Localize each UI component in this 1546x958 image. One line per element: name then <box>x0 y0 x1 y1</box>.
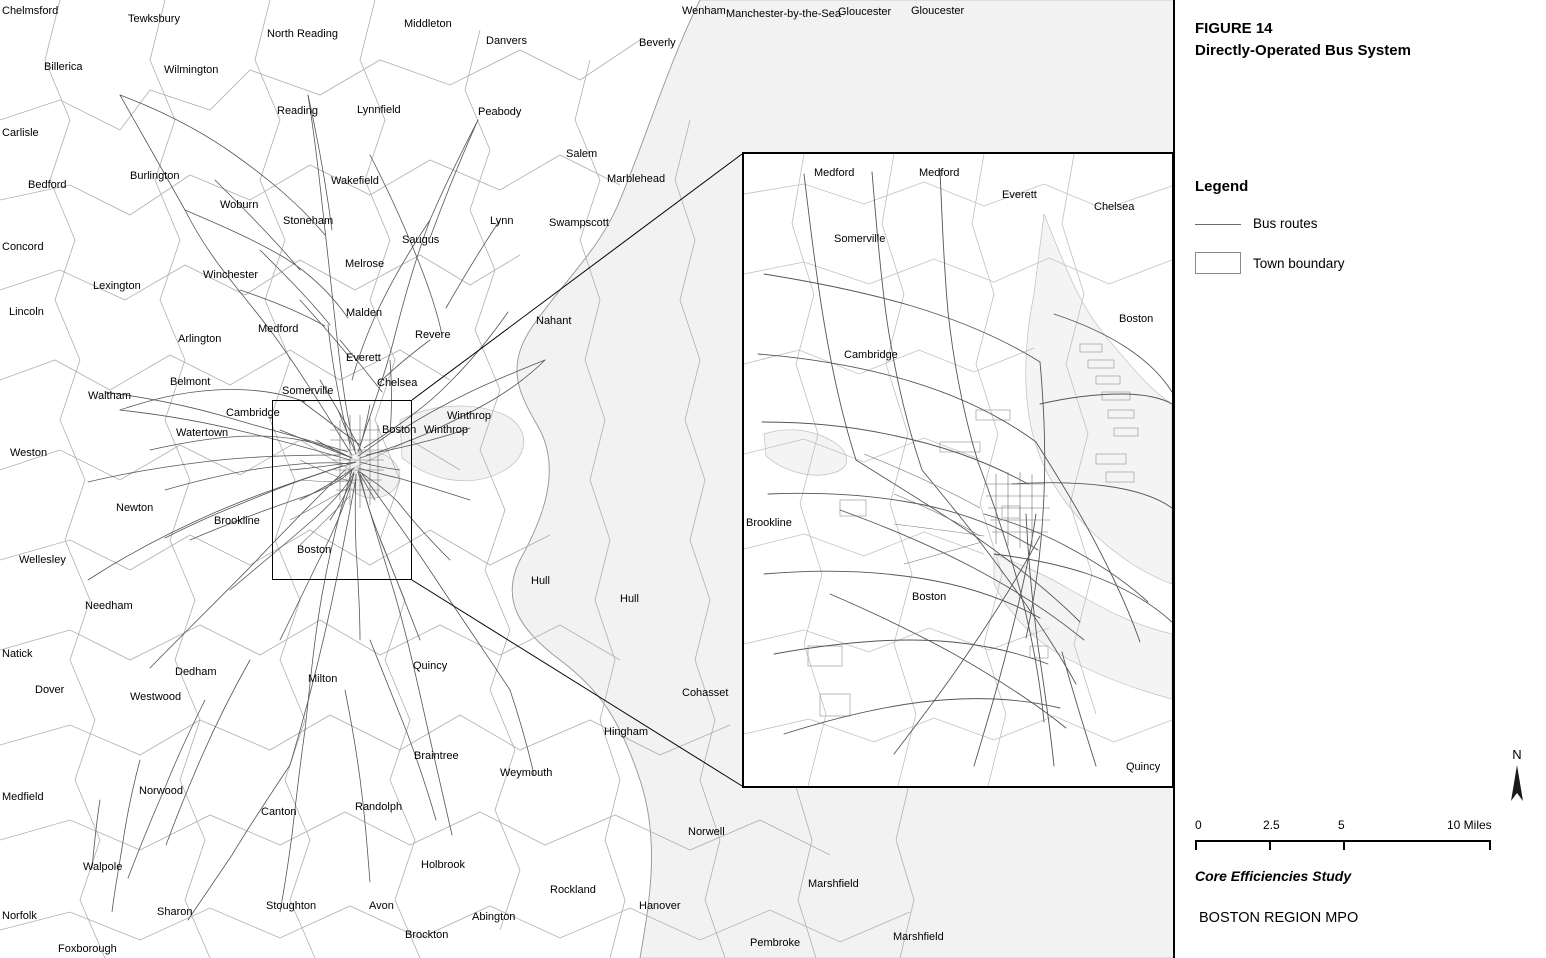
inset-town-label: Brookline <box>746 517 792 529</box>
scale-tick-label: 10 Miles <box>1447 818 1492 832</box>
inset-town-label: Cambridge <box>844 349 898 361</box>
north-arrow-icon <box>1506 763 1528 803</box>
town-label: Medfield <box>2 791 44 803</box>
north-arrow-label: N <box>1512 747 1522 762</box>
scale-tick-label: 0 <box>1195 818 1202 832</box>
study-name: Core Efficiencies Study <box>1195 868 1352 884</box>
town-label: Milton <box>308 673 338 685</box>
town-label: North Reading <box>267 28 338 40</box>
town-label: Reading <box>277 105 318 117</box>
town-label: Marblehead <box>607 173 666 185</box>
town-label: Randolph <box>355 801 403 813</box>
town-label: Boston <box>297 544 332 556</box>
town-label: Hingham <box>604 726 649 738</box>
town-label: Quincy <box>413 660 448 672</box>
town-label: Danvers <box>486 35 527 47</box>
town-label: Natick <box>2 648 33 660</box>
figure-name: Directly-Operated Bus System <box>1195 41 1411 59</box>
inset-map-panel <box>742 152 1174 788</box>
town-label: Newton <box>116 502 154 514</box>
town-label: Foxborough <box>58 943 117 955</box>
town-label: Everett <box>346 352 381 364</box>
town-label: Wenham <box>682 5 726 17</box>
town-label: Dover <box>35 684 65 696</box>
town-label: Peabody <box>478 106 522 118</box>
town-label: Marshfield <box>808 878 859 890</box>
town-label: Belmont <box>170 376 211 388</box>
town-label: Saugus <box>402 234 440 246</box>
town-label: Revere <box>415 329 451 341</box>
figure-number: FIGURE 14 <box>1195 20 1273 37</box>
town-label: Lynn <box>490 215 514 227</box>
town-label: Hull <box>531 575 550 587</box>
town-label: Wakefield <box>331 175 379 187</box>
town-label: Weston <box>10 447 48 459</box>
town-label: Wellesley <box>19 554 66 566</box>
town-label: Rockland <box>550 884 596 896</box>
town-label: Burlington <box>130 170 180 182</box>
town-label: Beverly <box>639 37 676 49</box>
inset-town-label: Medford <box>814 167 855 179</box>
town-label: Brookline <box>214 515 260 527</box>
town-label: Middleton <box>404 18 452 30</box>
town-label: Medford <box>258 323 299 335</box>
town-label: Winthrop <box>447 410 492 422</box>
town-label: Weymouth <box>500 767 553 779</box>
inset-town-label: Somerville <box>834 233 886 245</box>
town-label: Salem <box>566 148 598 160</box>
town-label: Lynnfield <box>357 104 401 116</box>
town-label: Nahant <box>536 315 572 327</box>
town-label: Canton <box>261 806 297 818</box>
town-label: Norwell <box>688 826 725 838</box>
town-label: Westwood <box>130 691 182 703</box>
town-label: Billerica <box>44 61 83 73</box>
scale-tick-label: 5 <box>1338 818 1345 832</box>
town-label: Boston <box>382 424 417 436</box>
town-label: Woburn <box>220 199 259 211</box>
figure-title-block <box>1195 18 1411 62</box>
inset-town-label: Medford <box>919 167 960 179</box>
legend-heading: Legend <box>1195 178 1249 195</box>
town-label: Lexington <box>93 280 141 292</box>
town-label: Manchester-by-the-Sea <box>726 8 841 20</box>
scale-tick-label: 2.5 <box>1263 818 1280 832</box>
town-label: Needham <box>85 600 133 612</box>
town-label: Pembroke <box>750 937 801 949</box>
inset-map-graphic <box>744 154 1172 786</box>
north-arrow <box>1487 748 1546 803</box>
town-label: Watertown <box>176 427 229 439</box>
town-label: Marshfield <box>893 931 944 943</box>
town-label: Cambridge <box>226 407 280 419</box>
town-label: Chelmsford <box>2 5 59 17</box>
town-label: Sharon <box>157 906 193 918</box>
town-label: Waltham <box>88 390 131 402</box>
town-label: Concord <box>2 241 44 253</box>
legend-panel <box>1177 0 1546 958</box>
town-label: Dedham <box>175 666 217 678</box>
town-label: Cohasset <box>682 687 729 699</box>
inset-town-label: Quincy <box>1126 761 1161 773</box>
town-label: Hull <box>620 593 639 605</box>
legend-item-label: Town boundary <box>1253 255 1345 271</box>
inset-town-label: Everett <box>1002 189 1037 201</box>
town-label: Stoneham <box>283 215 334 227</box>
town-label: Holbrook <box>421 859 466 871</box>
bus-route-line-icon <box>1195 217 1241 231</box>
town-label: Norwood <box>139 785 184 797</box>
town-label: Gloucester <box>838 6 892 18</box>
town-label: Winthrop <box>424 424 469 436</box>
town-label: Stoughton <box>266 900 317 912</box>
town-boundary-polygon-icon <box>1195 252 1241 274</box>
inset-town-label: Chelsea <box>1094 201 1135 213</box>
inset-town-label: Boston <box>912 591 947 603</box>
town-label: Carlisle <box>2 127 39 139</box>
organization-name: BOSTON REGION MPO <box>1199 910 1359 926</box>
town-label: Braintree <box>414 750 459 762</box>
town-label: Walpole <box>83 861 123 873</box>
town-label: Hanover <box>639 900 681 912</box>
legend-item-town-boundary <box>1195 252 1345 274</box>
town-label: Arlington <box>178 333 222 345</box>
town-label: Tewksbury <box>128 13 180 25</box>
inset-town-label: Boston <box>1119 313 1154 325</box>
town-label: Somerville <box>282 385 334 397</box>
town-label: Winchester <box>203 269 259 281</box>
town-label: Wilmington <box>164 64 219 76</box>
town-label: Gloucester <box>911 5 965 17</box>
scale-bar-axis <box>1195 840 1491 852</box>
town-label: Lincoln <box>9 306 44 318</box>
town-label: Brockton <box>405 929 449 941</box>
town-label: Norfolk <box>2 910 37 922</box>
town-label: Bedford <box>28 179 67 191</box>
town-label: Abington <box>472 911 516 923</box>
legend-item-label: Bus routes <box>1253 216 1318 231</box>
scale-bar <box>1195 818 1525 852</box>
legend-item-bus-routes <box>1195 216 1318 231</box>
town-label: Chelsea <box>377 377 418 389</box>
town-label: Malden <box>346 307 383 319</box>
town-label: Swampscott <box>549 217 609 229</box>
town-label: Melrose <box>345 258 385 270</box>
town-label: Avon <box>369 900 394 912</box>
